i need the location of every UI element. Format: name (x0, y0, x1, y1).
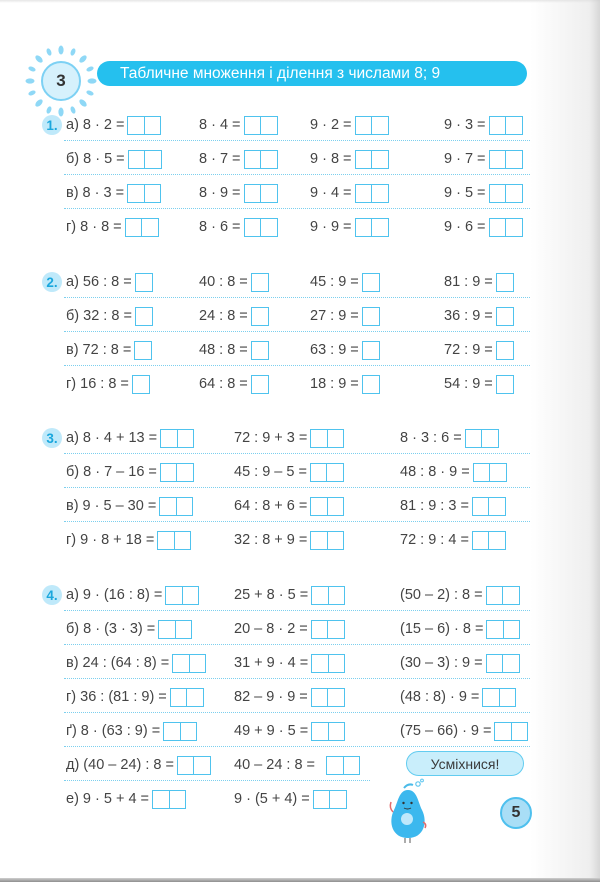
expression: 64 : 8 + 6 = (234, 498, 308, 514)
dotted-divider (64, 174, 530, 175)
expression: 27 : 9 = (310, 308, 359, 324)
exercise-row (0, 458, 600, 492)
expression: 9 · 5 + 4 = (82, 791, 150, 807)
expression: 9 · 9 = (310, 219, 352, 235)
answer-box[interactable] (177, 756, 211, 775)
exercise-row (0, 213, 600, 247)
expression: 8 · 4 + 13 = (82, 430, 158, 446)
expression: 82 – 9 · 9 = (234, 689, 308, 705)
exercise-row (0, 111, 600, 145)
dotted-divider (64, 487, 530, 488)
answer-box[interactable] (163, 722, 197, 741)
answer-box[interactable] (362, 307, 380, 326)
dotted-divider (64, 140, 530, 141)
expression: 9 · 5 = (444, 185, 486, 201)
answer-box[interactable] (244, 150, 278, 169)
answer-box[interactable] (158, 620, 192, 639)
expression: 9 · 3 = (444, 117, 486, 133)
exercise-number: 4. (42, 585, 62, 605)
exercise-row (0, 581, 600, 615)
answer-box[interactable] (489, 184, 523, 203)
expression: 49 + 9 · 5 = (234, 723, 309, 739)
expression: 8 · (63 : 9) = (80, 723, 161, 739)
dotted-divider (64, 365, 530, 366)
answer-box[interactable] (355, 116, 389, 135)
expression: 8 · 3 : 6 = (400, 430, 462, 446)
expression: 72 : 9 : 4 = (400, 532, 469, 548)
answer-box[interactable] (472, 531, 506, 550)
answer-box[interactable] (244, 184, 278, 203)
answer-box[interactable] (355, 218, 389, 237)
expression: (30 – 3) : 9 = (400, 655, 483, 671)
answer-box[interactable] (482, 688, 516, 707)
answer-box[interactable] (125, 218, 159, 237)
dotted-divider (64, 453, 530, 454)
exercise-row (0, 492, 600, 526)
dotted-divider (64, 208, 530, 209)
lesson-title: Табличне множення і ділення з числами 8; 9 (97, 61, 527, 86)
exercise-row (0, 336, 600, 370)
expression: 8 · 8 = (80, 219, 122, 235)
expression: 40 : 8 = (199, 274, 248, 290)
expression: 54 : 9 = (444, 376, 493, 392)
exercise-row (0, 424, 600, 458)
answer-box[interactable] (251, 375, 269, 394)
answer-box[interactable] (494, 722, 528, 741)
expression: 9 · 2 = (310, 117, 352, 133)
lesson-sun-badge (24, 44, 98, 118)
row-label: г) (66, 532, 77, 548)
answer-box[interactable] (244, 218, 278, 237)
answer-box[interactable] (160, 463, 194, 482)
answer-box[interactable] (486, 620, 520, 639)
expression: 9 · (16 : 8) = (82, 587, 163, 603)
expression: 16 : 8 = (80, 376, 129, 392)
expression: 18 : 9 = (310, 376, 359, 392)
answer-box[interactable] (170, 688, 204, 707)
answer-box[interactable] (313, 790, 347, 809)
expression: 8 · 9 = (199, 185, 241, 201)
answer-box[interactable] (135, 307, 153, 326)
answer-box[interactable] (362, 273, 380, 292)
answer-box[interactable] (489, 150, 523, 169)
dotted-divider (64, 297, 530, 298)
exercise-row (0, 526, 600, 560)
expression: 8 · (3 · 3) = (83, 621, 156, 637)
expression: 24 : (64 : 8) = (82, 655, 170, 671)
expression: 48 : 8 · 9 = (400, 464, 470, 480)
row-label: в) (66, 498, 79, 514)
answer-box[interactable] (251, 341, 269, 360)
answer-box[interactable] (172, 654, 206, 673)
answer-box[interactable] (311, 688, 345, 707)
smile-prompt-bubble: Усміхнися! (406, 751, 524, 776)
exercise-row (0, 370, 600, 404)
answer-box[interactable] (127, 184, 161, 203)
row-label: б) (66, 464, 80, 480)
expression: 63 : 9 = (310, 342, 359, 358)
answer-box[interactable] (251, 307, 269, 326)
answer-box[interactable] (311, 654, 345, 673)
page-top-edge (0, 0, 600, 3)
page-number: 5 (500, 797, 532, 829)
answer-box[interactable] (311, 620, 345, 639)
expression: 8 · 7 = (199, 151, 241, 167)
expression: 9 · 4 = (310, 185, 352, 201)
row-label: г) (66, 219, 77, 235)
pear-mascot-icon (380, 778, 436, 850)
exercise-row (0, 179, 600, 213)
expression: 64 : 8 = (199, 376, 248, 392)
row-label: а) (66, 117, 79, 133)
answer-box[interactable] (134, 341, 152, 360)
row-label: г) (66, 376, 77, 392)
answer-box[interactable] (355, 184, 389, 203)
row-label: ґ) (66, 723, 77, 739)
answer-box[interactable] (132, 375, 150, 394)
dotted-divider (64, 712, 530, 713)
expression: (50 – 2) : 8 = (400, 587, 483, 603)
expression: 9 · (5 + 4) = (234, 791, 310, 807)
answer-box[interactable] (465, 429, 499, 448)
expression: (40 – 24) : 8 = (83, 757, 174, 773)
exercise-row (0, 717, 600, 751)
row-label: б) (66, 308, 80, 324)
answer-box[interactable] (310, 497, 344, 516)
exercise-row (0, 302, 600, 336)
answer-box[interactable] (326, 756, 360, 775)
expression: (75 – 66) · 9 = (400, 723, 492, 739)
answer-box[interactable] (355, 150, 389, 169)
exercise-row (0, 683, 600, 717)
row-label: в) (66, 185, 79, 201)
answer-box[interactable] (128, 150, 162, 169)
answer-box[interactable] (244, 116, 278, 135)
exercise-number: 2. (42, 272, 62, 292)
expression: 48 : 8 = (199, 342, 248, 358)
row-label: в) (66, 342, 79, 358)
expression: 8 · 5 = (83, 151, 125, 167)
answer-box[interactable] (496, 273, 514, 292)
expression: 72 : 9 = (444, 342, 493, 358)
expression: 20 – 8 · 2 = (234, 621, 308, 637)
answer-box[interactable] (159, 497, 193, 516)
answer-box[interactable] (489, 218, 523, 237)
expression: 72 : 8 = (82, 342, 132, 358)
answer-box[interactable] (362, 341, 380, 360)
expression: 45 : 9 = (310, 274, 359, 290)
expression: 31 + 9 · 4 = (234, 655, 309, 671)
row-label: а) (66, 430, 79, 446)
expression: 8 · 7 – 16 = (83, 464, 157, 480)
dotted-divider (64, 780, 370, 781)
exercise-row (0, 145, 600, 179)
answer-box[interactable] (486, 654, 520, 673)
expression: 9 · 6 = (444, 219, 486, 235)
expression: 45 : 9 – 5 = (234, 464, 307, 480)
answer-box[interactable] (152, 790, 186, 809)
expression: 72 : 9 + 3 = (234, 430, 308, 446)
row-label: г) (66, 689, 77, 705)
answer-box[interactable] (489, 116, 523, 135)
expression: 56 : 8 = (82, 274, 132, 290)
exercise-row (0, 649, 600, 683)
lesson-number: 3 (56, 71, 66, 90)
exercise-row (0, 615, 600, 649)
answer-box[interactable] (157, 531, 191, 550)
answer-box[interactable] (160, 429, 194, 448)
expression: 9 · 8 = (310, 151, 352, 167)
expression: 25 + 8 · 5 = (234, 587, 309, 603)
row-label: д) (66, 757, 80, 773)
row-label: б) (66, 621, 80, 637)
dotted-divider (64, 678, 530, 679)
expression: 8 · 2 = (82, 117, 125, 133)
answer-box[interactable] (486, 586, 520, 605)
expression: 36 : 9 = (444, 308, 493, 324)
expression: (15 – 6) · 8 = (400, 621, 484, 637)
page-bottom-edge (0, 878, 600, 882)
row-label: а) (66, 587, 79, 603)
answer-box[interactable] (310, 531, 344, 550)
answer-box[interactable] (496, 307, 514, 326)
answer-box[interactable] (165, 586, 199, 605)
answer-box[interactable] (496, 341, 514, 360)
answer-box[interactable] (473, 463, 507, 482)
answer-box[interactable] (310, 429, 344, 448)
dotted-divider (64, 521, 530, 522)
dotted-divider (64, 331, 530, 332)
expression: 24 : 8 = (199, 308, 248, 324)
expression: 40 – 24 : 8 = (234, 757, 316, 773)
answer-box[interactable] (135, 273, 153, 292)
answer-box[interactable] (251, 273, 269, 292)
row-label: в) (66, 655, 79, 671)
row-label: а) (66, 274, 79, 290)
answer-box[interactable] (127, 116, 161, 135)
expression: 9 · 5 – 30 = (82, 498, 157, 514)
exercise-row (0, 268, 600, 302)
expression: (48 : 8) · 9 = (400, 689, 480, 705)
dotted-divider (64, 644, 530, 645)
expression: 36 : (81 : 9) = (80, 689, 167, 705)
expression: 8 · 4 = (199, 117, 241, 133)
exercise-number: 3. (42, 428, 62, 448)
dotted-divider (64, 746, 530, 747)
expression: 81 : 9 : 3 = (400, 498, 469, 514)
answer-box[interactable] (496, 375, 514, 394)
expression: 8 · 3 = (82, 185, 125, 201)
answer-box[interactable] (472, 497, 506, 516)
row-label: б) (66, 151, 80, 167)
expression: 81 : 9 = (444, 274, 493, 290)
expression: 8 · 6 = (199, 219, 241, 235)
expression: 32 : 8 = (83, 308, 132, 324)
row-label: е) (66, 791, 79, 807)
answer-box[interactable] (362, 375, 380, 394)
dotted-divider (64, 610, 530, 611)
exercise-number: 1. (42, 115, 62, 135)
answer-box[interactable] (311, 722, 345, 741)
answer-box[interactable] (310, 463, 344, 482)
expression: 9 · 7 = (444, 151, 486, 167)
expression: 32 : 8 + 9 = (234, 532, 308, 548)
expression: 9 · 8 + 18 = (80, 532, 155, 548)
answer-box[interactable] (311, 586, 345, 605)
